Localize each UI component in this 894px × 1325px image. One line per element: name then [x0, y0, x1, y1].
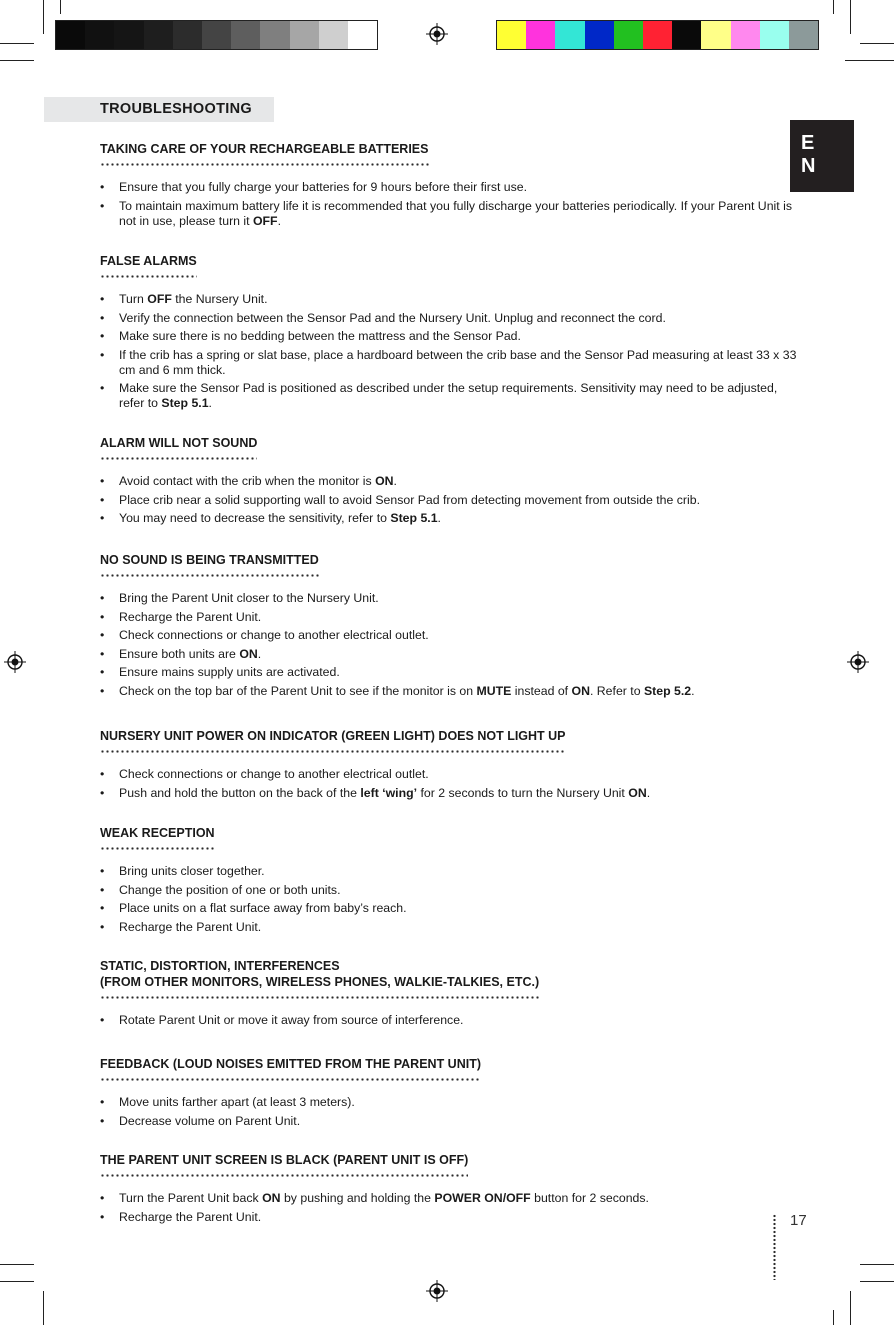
list-item — [100, 493, 800, 508]
color-swatch — [555, 21, 584, 49]
item-text: Push and hold the button on the back of the — [119, 785, 361, 800]
section-heading-line: TAKING CARE OF YOUR RECHARGEABLE BATTERIES — [100, 142, 429, 156]
item-text: . — [646, 785, 651, 800]
item-text: . — [691, 683, 695, 698]
color-swatch — [760, 21, 789, 49]
gray-swatch — [290, 21, 319, 49]
list-item — [100, 767, 800, 782]
emphasis-text: Step 5.1 — [390, 511, 438, 525]
dotted-divider — [773, 1214, 777, 1280]
crop-mark — [845, 60, 894, 61]
section-heading — [100, 958, 539, 999]
list-item — [100, 292, 800, 307]
troubleshooting-section — [100, 824, 800, 938]
color-swatch — [585, 21, 614, 49]
color-calibration-bar — [496, 20, 819, 50]
crop-mark — [60, 0, 61, 14]
section-heading — [100, 253, 197, 278]
color-swatch — [614, 21, 643, 49]
item-text: To maintain maximum battery life it is recommended that you fully discharge your batteries periodically. If your Parent Unit is not in use, please turn it — [119, 198, 792, 228]
section-heading-line: FEEDBACK (LOUD NOISES EMITTED FROM THE PARENT UNIT) — [100, 1057, 482, 1071]
item-text: Check connections or change to another electrical outlet. — [119, 767, 429, 781]
crop-mark — [850, 1291, 851, 1325]
section-heading — [100, 141, 429, 166]
item-text: Make sure the Sensor Pad is positioned as described under the setup requirements. Sensitivity may need to be adjusted, refer to — [119, 381, 778, 410]
section-heading — [100, 1152, 468, 1177]
list-item — [100, 920, 800, 935]
emphasis-text: ON — [375, 474, 394, 488]
item-text: Ensure mains supply units are activated. — [119, 665, 340, 679]
list-item — [100, 1013, 800, 1028]
bullet-list — [100, 864, 800, 935]
bullet-list — [100, 1191, 800, 1225]
section-heading-line: THE PARENT UNIT SCREEN IS BLACK (PARENT UNIT IS OFF) — [100, 1153, 469, 1167]
language-letter: N — [801, 155, 816, 177]
item-text: Place units on a flat surface away from baby’s reach. — [119, 901, 407, 915]
language-letter: E — [801, 132, 815, 154]
item-text: You may need to decrease the sensitivity, refer to — [119, 511, 391, 525]
crop-mark — [833, 0, 834, 14]
crop-mark — [0, 43, 34, 44]
item-text: Make sure there is no bedding between the mattress and the Sensor Pad. — [119, 329, 521, 343]
list-item — [100, 665, 800, 680]
crop-mark — [0, 60, 34, 61]
item-text: Avoid contact with the crib when the monitor is — [119, 474, 376, 488]
gray-swatch — [56, 21, 85, 49]
bullet-list — [100, 767, 800, 801]
crop-mark — [860, 43, 894, 44]
crop-mark — [860, 1281, 894, 1282]
bullet-list — [100, 1013, 800, 1028]
gray-swatch — [85, 21, 114, 49]
registration-mark-icon — [426, 23, 448, 45]
list-item — [100, 591, 800, 606]
section-heading-line: STATIC, DISTORTION, INTERFERENCES — [100, 959, 340, 973]
section-banner — [44, 97, 274, 122]
item-text: Bring the Parent Unit closer to the Nursery Unit. — [119, 591, 379, 605]
list-item — [100, 180, 800, 195]
registration-mark-icon — [847, 651, 869, 673]
list-item — [100, 1114, 800, 1129]
section-heading — [100, 1056, 481, 1081]
color-swatch — [497, 21, 526, 49]
crop-mark — [43, 0, 44, 34]
gray-swatch — [348, 21, 377, 49]
bullet-list — [100, 474, 800, 526]
item-text: Turn the Parent Unit back — [119, 1191, 263, 1205]
item-text: Decrease volume on Parent Unit. — [119, 1113, 301, 1128]
crop-mark — [0, 1281, 34, 1282]
color-swatch — [643, 21, 672, 49]
item-text: Turn — [119, 292, 148, 306]
item-text: by pushing and holding the — [280, 1191, 435, 1205]
list-item — [100, 1191, 800, 1206]
list-item — [100, 348, 800, 378]
registration-mark-icon — [4, 651, 26, 673]
item-text: Change the position of one or both units. — [119, 882, 341, 897]
list-item — [100, 1095, 800, 1110]
emphasis-text: ON — [571, 683, 590, 698]
list-item — [100, 610, 800, 625]
list-item — [100, 883, 800, 898]
troubleshooting-section — [100, 252, 800, 415]
item-text: Ensure both units are — [119, 646, 240, 661]
list-item — [100, 511, 800, 526]
gray-swatch — [319, 21, 348, 49]
section-heading — [100, 435, 257, 460]
grayscale-calibration-bar — [55, 20, 378, 50]
section-heading-line: WEAK RECEPTION — [100, 826, 215, 840]
item-text: Bring units closer together. — [119, 864, 265, 878]
emphasis-text: Step 5.1 — [161, 396, 209, 410]
crop-mark — [850, 0, 851, 34]
bullet-list — [100, 180, 800, 229]
item-text: . — [437, 511, 441, 525]
item-text: Recharge the Parent Unit. — [119, 609, 262, 624]
emphasis-text: ON — [239, 646, 258, 661]
list-item — [100, 786, 800, 801]
color-swatch — [526, 21, 555, 49]
item-text: Check on the top bar of the Parent Unit to see if the monitor is on — [119, 683, 477, 698]
list-item — [100, 628, 800, 643]
section-heading-line: ALARM WILL NOT SOUND — [100, 436, 258, 450]
emphasis-text: OFF — [147, 292, 172, 306]
color-swatch — [731, 21, 760, 49]
item-text: instead of — [511, 683, 572, 698]
gray-swatch — [173, 21, 202, 49]
item-text: Recharge the Parent Unit. — [119, 919, 262, 934]
emphasis-text: ON — [628, 785, 647, 800]
registration-mark-icon — [426, 1280, 448, 1302]
gray-swatch — [114, 21, 143, 49]
item-text: Verify the connection between the Sensor Pad and the Nursery Unit. Unplug and reconnect the cord. — [119, 310, 666, 325]
gray-swatch — [202, 21, 231, 49]
section-heading-line: NO SOUND IS BEING TRANSMITTED — [100, 553, 319, 567]
troubleshooting-section — [100, 140, 800, 232]
item-text: Check connections or change to another electrical outlet. — [119, 628, 429, 642]
list-item — [100, 1210, 800, 1225]
item-text: Move units farther apart (at least 3 meters). — [119, 1095, 355, 1109]
item-text: button for 2 seconds. — [530, 1191, 649, 1205]
emphasis-text: POWER ON/OFF — [434, 1191, 531, 1205]
section-heading — [100, 552, 319, 577]
gray-swatch — [231, 21, 260, 49]
item-text: Place crib near a solid supporting wall to avoid Sensor Pad from detecting movement from outside the crib. — [119, 492, 700, 507]
troubleshooting-section — [100, 958, 800, 1032]
color-swatch — [672, 21, 701, 49]
item-text: Ensure that you fully charge your batteries for 9 hours before their first use. — [119, 180, 528, 194]
bullet-list — [100, 591, 800, 699]
section-heading — [100, 728, 566, 753]
section-heading-line: NURSERY UNIT POWER ON INDICATOR (GREEN LIGHT) DOES NOT LIGHT UP — [100, 729, 566, 743]
list-item — [100, 474, 800, 489]
section-heading-line: FALSE ALARMS — [100, 254, 197, 268]
list-item — [100, 381, 800, 411]
gray-swatch — [260, 21, 289, 49]
section-heading-line: (FROM OTHER MONITORS, WIRELESS PHONES, WALKIE-TALKIES, ETC.) — [100, 975, 540, 989]
color-swatch — [789, 21, 818, 49]
troubleshooting-section — [100, 1055, 800, 1132]
item-text: Recharge the Parent Unit. — [119, 1209, 262, 1224]
item-text: the Nursery Unit. — [171, 292, 268, 306]
emphasis-text: OFF — [252, 213, 278, 228]
item-text: . Refer to — [589, 683, 644, 698]
gray-swatch — [144, 21, 173, 49]
crop-mark — [860, 1264, 894, 1265]
emphasis-text: left ‘wing’ — [360, 785, 418, 800]
emphasis-text: Step 5.2 — [643, 683, 692, 698]
emphasis-text: ON — [262, 1191, 281, 1205]
emphasis-text: MUTE — [476, 683, 512, 698]
color-swatch — [701, 21, 730, 49]
list-item — [100, 199, 800, 229]
list-item — [100, 901, 800, 916]
list-item — [100, 329, 800, 344]
crop-mark — [833, 1310, 834, 1325]
troubleshooting-section — [100, 727, 800, 804]
item-text: . — [277, 213, 281, 228]
list-item — [100, 684, 800, 699]
item-text: . — [393, 474, 397, 488]
troubleshooting-section — [100, 1151, 800, 1228]
item-text: If the crib has a spring or slat base, place a hardboard between the crib base and the Sensor Pad measuring at least 33 x 33 cm and 6 mm thick. — [119, 347, 797, 377]
bullet-list — [100, 292, 800, 411]
list-item — [100, 311, 800, 326]
item-text: . — [257, 646, 262, 661]
list-item — [100, 864, 800, 879]
list-item — [100, 647, 800, 662]
crop-mark — [0, 1264, 34, 1265]
bullet-list — [100, 1095, 800, 1129]
item-text: for 2 seconds to turn the Nursery Unit — [417, 785, 629, 800]
troubleshooting-section — [100, 434, 800, 530]
item-text: Rotate Parent Unit or move it away from source of interference. — [119, 1013, 464, 1027]
troubleshooting-section — [100, 551, 800, 702]
page-number: 17 — [790, 1212, 807, 1229]
section-heading — [100, 825, 215, 850]
item-text: . — [208, 396, 212, 410]
crop-mark — [43, 1291, 44, 1325]
section-title: TROUBLESHOOTING — [100, 101, 252, 117]
